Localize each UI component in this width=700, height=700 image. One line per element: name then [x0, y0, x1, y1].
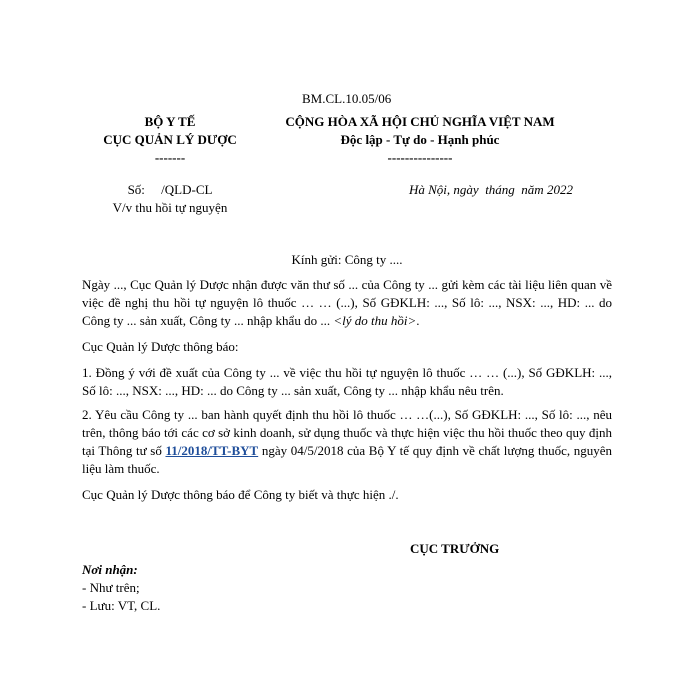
right-divider: ---------------	[387, 150, 453, 165]
document-subject: V/v thu hồi tự nguyện	[112, 200, 228, 215]
item-2-text-end: ngày 04/5/2018 của Bộ Y tế quy định về chất lượng thuốc, nguyên liệu làm thuốc.	[82, 443, 612, 476]
recipient-item: - Như trên;	[82, 580, 140, 595]
left-divider: -------	[154, 150, 186, 165]
recall-reason: <lý do thu hồi>	[333, 313, 417, 328]
nation-title: CỘNG HÒA XÃ HỘI CHỦ NGHĨA VIỆT NAM	[285, 114, 555, 129]
paragraph-intro-text: Ngày ..., Cục Quản lý Dược nhận được văn thư số ... của Công ty ... gửi kèm các tài liệu liên quan về việc đề nghị thu hồi tự nguyện lô thuốc … … (...), Số GĐKLH: ..., Số lô: ..., NSX: ..., HD: ... do Công ty ... sản xuất, Công ty ... nhập khẩu do ...	[82, 277, 612, 328]
closing-statement: Cục Quản lý Dược thông báo để Công ty biết và thực hiện ./.	[82, 487, 399, 502]
signer-title: CỤC TRƯỞNG	[410, 541, 500, 556]
ministry-name: BỘ Y TẾ	[144, 114, 196, 129]
recipient-line: Kính gửi: Công ty ....	[291, 252, 403, 267]
paragraph-intro-end: .	[416, 313, 420, 328]
document-number: Số: /QLD-CL	[127, 182, 213, 197]
paragraph-intro	[82, 276, 612, 330]
recipients-label: Nơi nhận:	[82, 562, 138, 577]
item-2-text: 2. Yêu cầu Công ty ... ban hành quyết định thu hồi lô thuốc … …(...), Số GĐKLH: ..., Số lô: ..., nêu trên, thông báo tới các cơ sở kinh doanh, sử dụng thuốc và thực hiện việc thu hồi thuốc theo quy định tại Thông tư số	[82, 407, 612, 458]
agency-name: CỤC QUẢN LÝ DƯỢC	[103, 132, 237, 147]
circular-link[interactable]: 11/2018/TT-BYT	[165, 443, 259, 458]
form-code: BM.CL.10.05/06	[302, 91, 392, 106]
item-1: 1. Đồng ý với đề xuất của Công ty ... về việc thu hồi tự nguyện lô thuốc … … (...), Số GĐKLH: ..., Số lô: ..., NSX: ..., HD: ... do Công ty ... sản xuất, Công ty ... nhập khẩu nêu trên.	[82, 365, 612, 398]
notice-intro: Cục Quản lý Dược thông báo:	[82, 339, 239, 354]
place-date: Hà Nội, ngày tháng năm 2022	[409, 182, 573, 197]
item-2	[82, 406, 612, 478]
recipient-item: - Lưu: VT, CL.	[82, 598, 161, 613]
nation-motto: Độc lập - Tự do - Hạnh phúc	[340, 132, 500, 147]
